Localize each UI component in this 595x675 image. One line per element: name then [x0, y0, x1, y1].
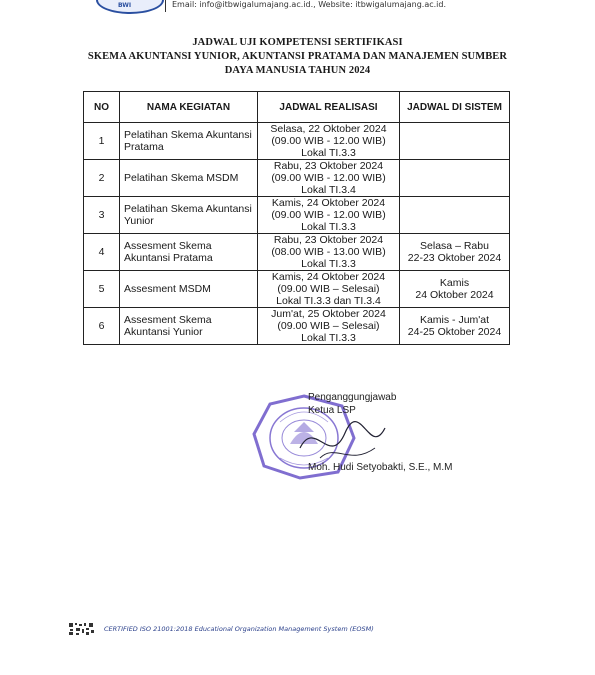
kegiatan-cell — [120, 123, 258, 160]
realisasi-cell-line: Rabu, 23 Oktober 2024 — [273, 234, 384, 246]
kegiatan-cell — [120, 160, 258, 197]
header-divider — [165, 0, 166, 12]
kegiatan-cell-line: Assesment MSDM — [124, 283, 211, 295]
realisasi-cell-line: Lokal TI.3.3 — [301, 147, 356, 159]
header-sistem: JADWAL DI SISTEM — [400, 92, 510, 123]
sistem-cell-line: 24-25 Oktober 2024 — [407, 326, 502, 338]
document-title — [0, 36, 595, 78]
realisasi-cell-line: (09.00 WIB - 12.00 WIB) — [271, 172, 386, 184]
row-number: 4 — [84, 234, 120, 271]
iso-certification: CERTIFIED ISO 21001:2018 Educational Organization Management System (EOSM) — [104, 625, 374, 633]
sistem-cell-line: Selasa – Rabu — [420, 240, 489, 252]
row-number: 1 — [84, 123, 120, 160]
title-line-1: JADWAL UJI KOMPETENSI SERTIFIKASI — [192, 37, 403, 48]
sistem-cell — [400, 197, 510, 234]
row-number: 3 — [84, 197, 120, 234]
realisasi-cell-line: Jum'at, 25 Oktober 2024 — [271, 308, 386, 320]
kegiatan-cell-line: Pelatihan Skema Akuntansi — [124, 129, 252, 141]
realisasi-cell-line: Selasa, 22 Oktober 2024 — [270, 123, 387, 135]
realisasi-cell-line: Kamis, 24 Oktober 2024 — [271, 197, 386, 209]
table-row — [84, 308, 510, 345]
title-line-2: SKEMA AKUNTANSI YUNIOR, AKUNTANSI PRATAMA DAN MANAJEMEN SUMBER — [87, 51, 508, 62]
kegiatan-cell — [120, 234, 258, 271]
realisasi-cell-line: (09.00 WIB – Selesai) — [277, 283, 380, 295]
realisasi-cell-line: Rabu, 23 Oktober 2024 — [273, 160, 384, 172]
sistem-cell-line: 22-23 Oktober 2024 — [407, 252, 502, 264]
realisasi-cell — [258, 123, 400, 160]
signatory-position: Ketua LSP — [308, 405, 356, 416]
kegiatan-cell — [120, 308, 258, 345]
realisasi-cell — [258, 160, 400, 197]
title-line-3: DAYA MANUSIA TAHUN 2024 — [224, 65, 371, 76]
realisasi-cell-line: Lokal TI.3.3 — [301, 221, 356, 233]
schedule-table — [83, 91, 510, 345]
row-number: 2 — [84, 160, 120, 197]
kegiatan-cell — [120, 197, 258, 234]
realisasi-cell — [258, 234, 400, 271]
signature-block — [250, 388, 510, 508]
sistem-cell — [400, 234, 510, 271]
sistem-cell — [400, 160, 510, 197]
kegiatan-cell-line: Assesment Skema — [124, 240, 212, 252]
footer — [68, 622, 538, 638]
kegiatan-cell-line: Akuntansi Pratama — [124, 252, 213, 264]
realisasi-cell-line: (09.00 WIB - 12.00 WIB) — [271, 135, 386, 147]
realisasi-cell-line: Lokal TI.3.4 — [301, 184, 356, 196]
kegiatan-cell — [120, 271, 258, 308]
realisasi-cell-line: Lokal TI.3.3 — [301, 258, 356, 270]
sistem-cell-line: Kamis — [439, 277, 470, 289]
sistem-cell — [400, 123, 510, 160]
header-realisasi: JADWAL REALISASI — [258, 92, 400, 123]
institution-logo: BWI — [96, 0, 164, 14]
realisasi-cell-line: Lokal TI.3.3 dan TI.3.4 — [276, 295, 381, 307]
table-row — [84, 197, 510, 234]
sistem-cell — [400, 308, 510, 345]
qr-code-icon — [68, 622, 96, 636]
signatory-name: Moh. Hudi Setyobakti, S.E., M.M — [308, 462, 453, 473]
signatory-role: Penganggungjawab — [308, 392, 397, 403]
realisasi-cell — [258, 308, 400, 345]
kegiatan-cell-line: Yunior — [124, 215, 154, 227]
row-number: 5 — [84, 271, 120, 308]
realisasi-cell — [258, 197, 400, 234]
table-row — [84, 234, 510, 271]
realisasi-cell-line: Lokal TI.3.3 — [301, 332, 356, 344]
table-header-row — [84, 92, 510, 123]
contact-info: Email: info@itbwigalumajang.ac.id., Website: itbwigalumajang.ac.id. — [172, 0, 447, 9]
table-row — [84, 271, 510, 308]
realisasi-cell-line: (09.00 WIB - 12.00 WIB) — [271, 209, 386, 221]
sistem-cell — [400, 271, 510, 308]
header-kegiatan: NAMA KEGIATAN — [120, 92, 258, 123]
sistem-cell-line: 24 Oktober 2024 — [415, 289, 494, 301]
realisasi-cell-line: (08.00 WIB - 13.00 WIB) — [271, 246, 386, 258]
realisasi-cell-line: (09.00 WIB – Selesai) — [277, 320, 380, 332]
table-row — [84, 160, 510, 197]
kegiatan-cell-line: Pratama — [124, 141, 164, 153]
kegiatan-cell-line: Pelatihan Skema MSDM — [124, 172, 239, 184]
header-no: NO — [84, 92, 120, 123]
row-number: 6 — [84, 308, 120, 345]
table-row — [84, 123, 510, 160]
kegiatan-cell-line: Akuntansi Yunior — [124, 326, 203, 338]
letterhead — [0, 0, 595, 14]
kegiatan-cell-line: Pelatihan Skema Akuntansi — [124, 203, 252, 215]
sistem-cell-line: Kamis - Jum'at — [419, 314, 490, 326]
realisasi-cell-line: Kamis, 24 Oktober 2024 — [271, 271, 386, 283]
kegiatan-cell-line: Assesment Skema — [124, 314, 212, 326]
realisasi-cell — [258, 271, 400, 308]
